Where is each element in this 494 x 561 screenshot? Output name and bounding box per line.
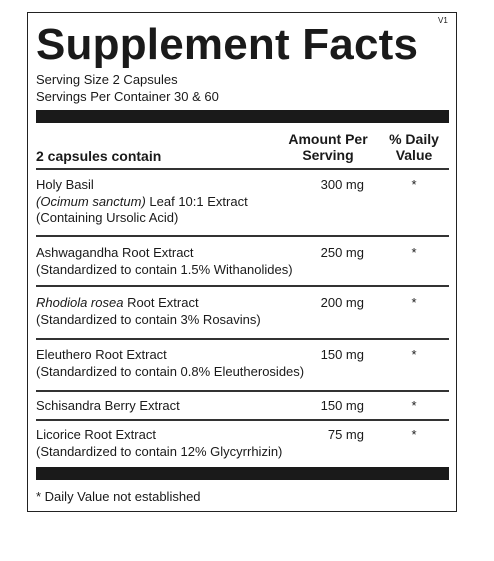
ingredient-daily-value: * bbox=[411, 177, 417, 192]
ingredient-italic: Rhodiola rosea bbox=[36, 295, 124, 310]
ingredient-line: (Standardized to contain 0.8% Eleutherosides) bbox=[36, 363, 305, 379]
servings-per-container: Servings Per Container 30 & 60 bbox=[36, 89, 219, 104]
ingredient-daily-value: * bbox=[411, 295, 417, 310]
serving-info bbox=[36, 71, 219, 105]
header-daily-value bbox=[382, 131, 446, 163]
ingredient-daily-value: * bbox=[411, 427, 417, 442]
ingredient-line: Ashwagandha Root Extract bbox=[36, 245, 194, 260]
footnote: * Daily Value not established bbox=[36, 489, 201, 504]
supplement-facts-panel bbox=[27, 12, 457, 512]
ingredient-italic: (Ocimum sanctum) bbox=[36, 193, 146, 209]
row-rule bbox=[36, 235, 449, 237]
row-rule bbox=[36, 338, 449, 340]
ingredient-amount: 200 mg bbox=[320, 295, 364, 310]
ingredient-daily-value: * bbox=[411, 347, 417, 362]
row-rule bbox=[36, 285, 449, 287]
ingredient-line: Holy Basil bbox=[36, 177, 94, 192]
ingredient-line bbox=[36, 194, 336, 211]
header-rule bbox=[36, 168, 449, 170]
ingredient-line: (Standardized to contain 3% Rosavins) bbox=[36, 311, 261, 327]
ingredient-line: (Containing Ursolic Acid) bbox=[36, 210, 179, 225]
ingredient-amount: 150 mg bbox=[320, 347, 364, 362]
ingredient-line: Eleuthero Root Extract bbox=[36, 347, 167, 362]
ingredient-text: Leaf 10:1 Extract bbox=[145, 193, 248, 209]
panel-title: Supplement Facts bbox=[36, 20, 419, 69]
ingredient-amount: 75 mg bbox=[327, 427, 364, 442]
ingredient-amount: 250 mg bbox=[320, 245, 364, 260]
ingredient-line: Schisandra Berry Extract bbox=[36, 398, 180, 413]
ingredient-amount: 150 mg bbox=[320, 398, 364, 413]
header-dv-line1: % Daily bbox=[389, 131, 439, 147]
row-rule bbox=[36, 390, 449, 392]
header-amount-line1: Amount Per bbox=[288, 131, 368, 147]
row-rule bbox=[36, 419, 449, 421]
bottom-divider-bar bbox=[36, 467, 449, 480]
serving-size: Serving Size 2 Capsules bbox=[36, 72, 178, 87]
ingredient-line: (Standardized to contain 12% Glycyrrhizin) bbox=[36, 443, 283, 459]
ingredient-amount: 300 mg bbox=[320, 177, 364, 192]
ingredient-daily-value: * bbox=[411, 398, 417, 413]
header-contain: 2 capsules contain bbox=[36, 148, 162, 164]
ingredient-line: Licorice Root Extract bbox=[36, 427, 156, 442]
top-divider-bar bbox=[36, 110, 449, 123]
header-amount-line2: Serving bbox=[302, 147, 354, 163]
ingredient-line: (Standardized to contain 1.5% Withanolides) bbox=[36, 261, 293, 277]
header-dv-line2: Value bbox=[395, 147, 433, 163]
version-code: V1 bbox=[438, 16, 448, 25]
ingredient-daily-value: * bbox=[411, 245, 417, 260]
header-amount-per-serving bbox=[281, 131, 375, 163]
ingredient-text: Root Extract bbox=[123, 295, 199, 310]
